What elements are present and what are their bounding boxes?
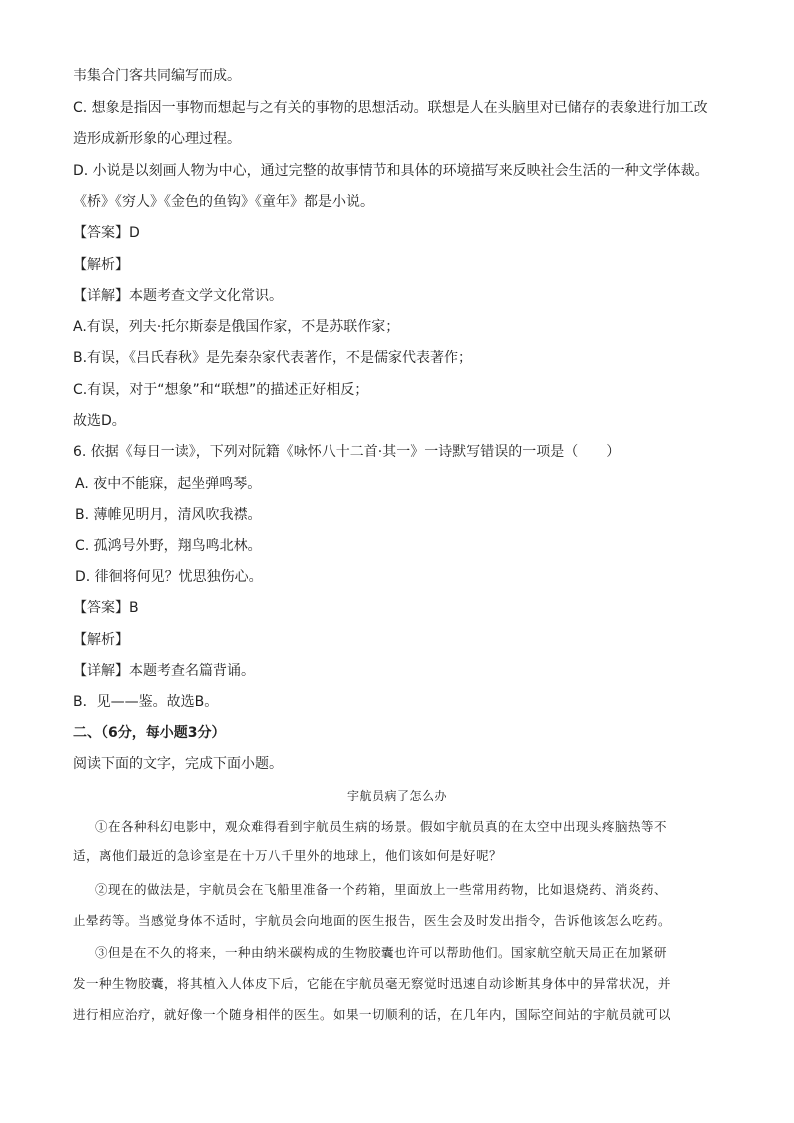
question-6: 6. 依据《每日一读》，下列对阮籍《咏怀八十二首·其一》一诗默写错误的一项是（ ）: [73, 444, 621, 460]
text-line: 韦集合门客共同编写而成。: [73, 68, 241, 84]
choice-d: D. 徘徊将何见？忧思独伤心。: [75, 569, 263, 585]
detail-label: 【详解】本题考查名篇背诵。: [73, 663, 255, 679]
analysis-label: 【解析】: [73, 257, 129, 273]
article-paragraph-line: ①在各种科幻电影中，观众难得看到宇航员生病的场景。假如宇航员真的在太空中出现头疼脑热等不: [95, 819, 668, 834]
conclusion-text: 故选D。: [73, 413, 126, 429]
analysis-a: A.有误，列夫·托尔斯泰是俄国作家，不是苏联作家；: [73, 319, 400, 335]
detail-text: B．见——鉴。故选B。: [73, 694, 219, 710]
article-paragraph-line: ③但是在不久的将来，一种由纳米碳构成的生物胶囊也许可以帮助他们。国家航空航天局正在加紧研: [95, 945, 668, 960]
article-paragraph-line: 适，离他们最近的急诊室是在十万八千里外的地球上，他们该如何是好呢？: [73, 848, 503, 863]
answer-label: 【答案】D: [73, 225, 140, 241]
detail-label: 【详解】本题考查文学文化常识。: [73, 288, 283, 304]
analysis-label: 【解析】: [73, 632, 129, 648]
section-heading: 二、（6分，每小题3分）: [73, 725, 226, 741]
analysis-b: B.有误，《吕氏春秋》是先秦杂家代表著作，不是儒家代表著作；: [73, 350, 473, 366]
article-paragraph-line: 止晕药等。当感觉身体不适时，宇航员会向地面的医生报告，医生会及时发出指令，告诉他该怎么吃药。: [73, 913, 672, 928]
text-line: 造形成新形象的心理过程。: [73, 131, 241, 147]
article-paragraph-line: 发一种生物胶囊，将其植入人体皮下后，它能在宇航员毫无察觉时迅速自动诊断其身体中的异常状况，并: [73, 976, 672, 991]
instruction-text: 阅读下面的文字，完成下面小题。: [73, 756, 283, 772]
choice-a: A. 夜中不能寐，起坐弹鸣琴。: [75, 476, 262, 492]
article-paragraph-line: 进行相应治疗，就好像一个随身相伴的医生。如果一切顺利的话，在几年内，国际空间站的宇航员就可以: [73, 1007, 672, 1022]
option-c-text: C. 想象是指因一事物而想起与之有关的事物的思想活动。联想是人在头脑里对已储存的表象进行加工改: [73, 100, 708, 116]
article-title: 宇航员病了怎么办: [346, 789, 447, 803]
choice-b: B. 薄帷见明月，清风吹我襟。: [75, 507, 262, 523]
article-paragraph-line: ②现在的做法是，宇航员会在飞船里准备一个药箱，里面放上一些常用药物，比如退烧药、消炎药、: [95, 882, 668, 897]
option-d-text: D. 小说是以刻画人物为中心，通过完整的故事情节和具体的环境描写来反映社会生活的一种文学体裁。: [73, 163, 709, 179]
answer-label: 【答案】B: [73, 600, 139, 616]
analysis-c: C.有误，对于“想象”和“联想”的描述正好相反；: [73, 382, 369, 398]
choice-c: C. 孤鸿号外野，翔鸟鸣北林。: [75, 538, 262, 554]
text-line: 《桥》《穷人》《金色的鱼钩》《童年》都是小说。: [73, 194, 374, 210]
